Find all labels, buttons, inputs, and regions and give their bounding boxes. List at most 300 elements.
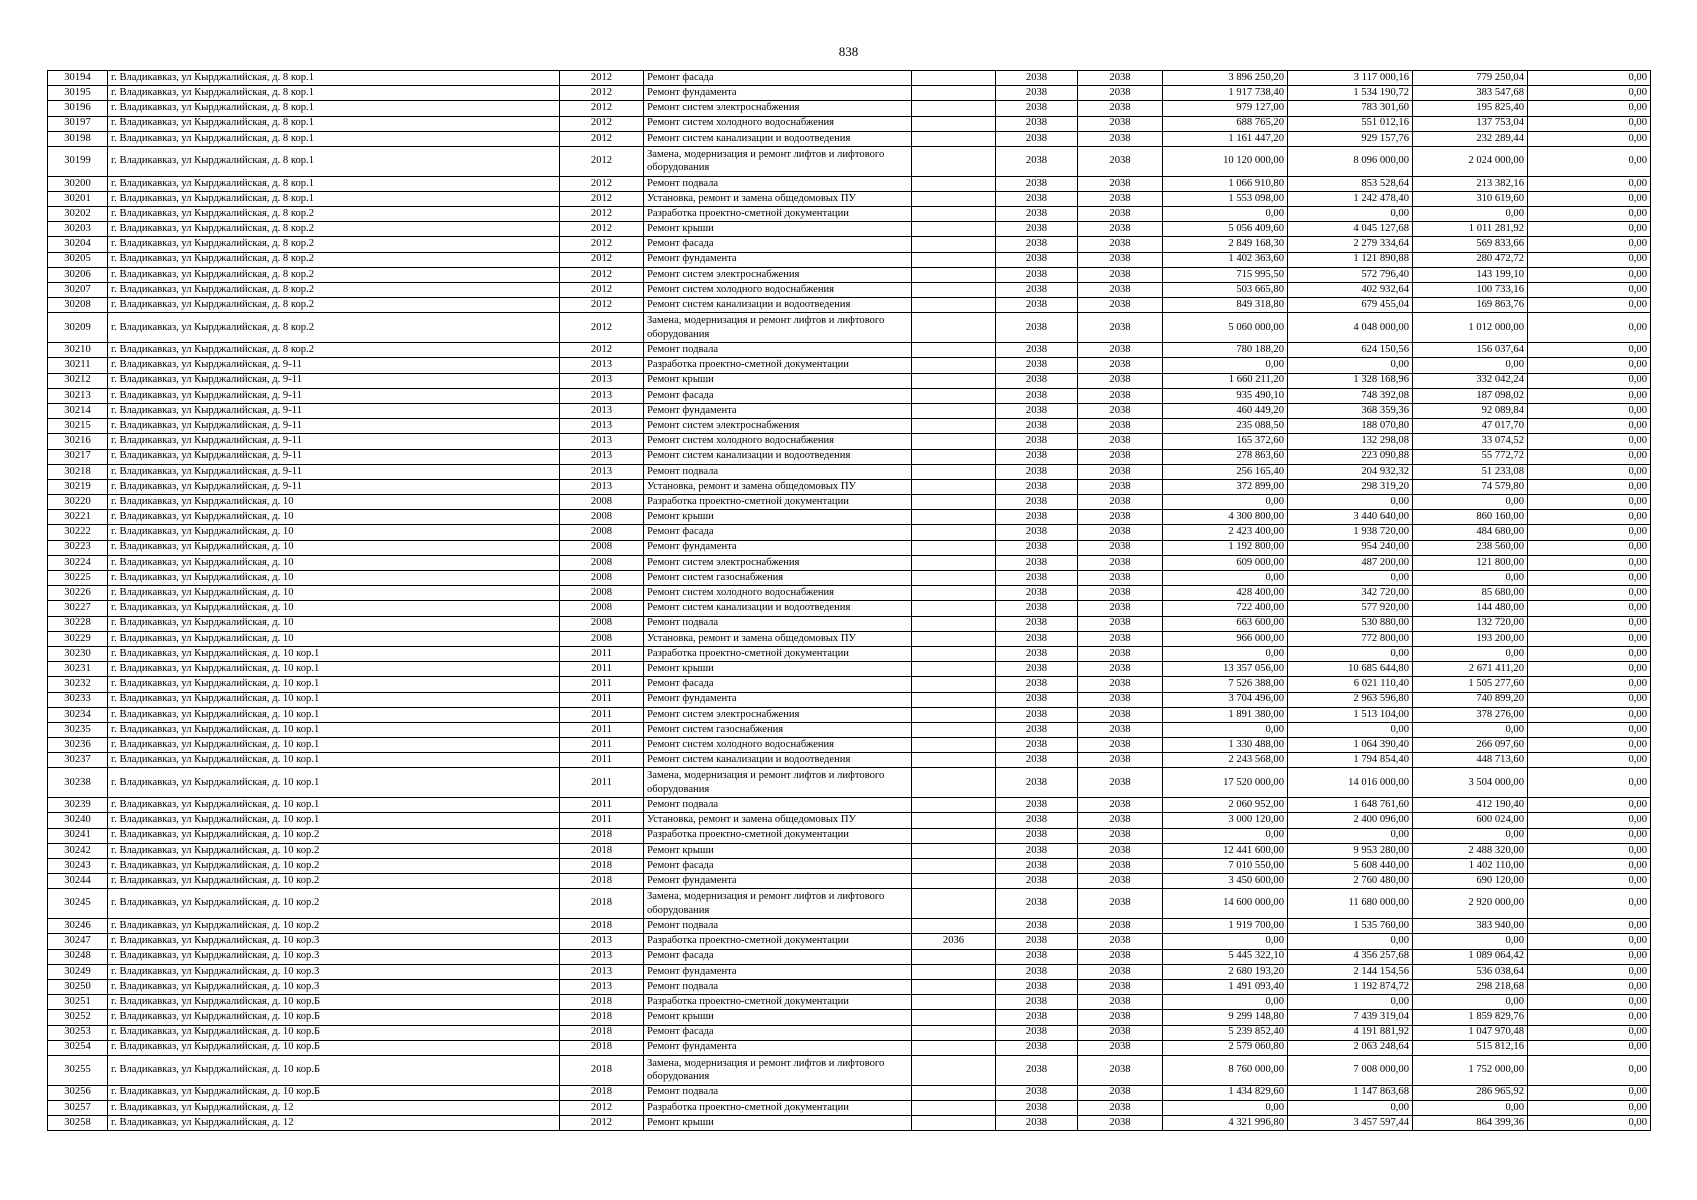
table-row bbox=[48, 1010, 1651, 1025]
total-cost-cell: 0,00 bbox=[1163, 934, 1288, 949]
completion-year-cell: 2038 bbox=[1078, 434, 1163, 449]
record-number-cell: 30218 bbox=[48, 464, 108, 479]
extra-year-cell bbox=[912, 116, 996, 131]
fund-cost-cell: 0,00 bbox=[1288, 934, 1413, 949]
plan-year-cell: 2038 bbox=[996, 995, 1078, 1010]
work-type-cell: Ремонт систем электроснабжения bbox=[644, 707, 912, 722]
other-cost-cell: 0,00 bbox=[1528, 753, 1651, 768]
record-number-cell: 30221 bbox=[48, 510, 108, 525]
table-row bbox=[48, 373, 1651, 388]
plan-year-cell: 2038 bbox=[996, 979, 1078, 994]
table-row bbox=[48, 510, 1651, 525]
total-cost-cell: 13 357 056,00 bbox=[1163, 662, 1288, 677]
built-year-cell: 2013 bbox=[560, 949, 644, 964]
record-number-cell: 30236 bbox=[48, 738, 108, 753]
plan-year-cell: 2038 bbox=[996, 283, 1078, 298]
work-type-cell: Ремонт фундамента bbox=[644, 964, 912, 979]
total-cost-cell: 722 400,00 bbox=[1163, 601, 1288, 616]
address-cell: г. Владикавказ, ул Кырджалийская, д. 10 кор.1 bbox=[108, 707, 560, 722]
record-number-cell: 30226 bbox=[48, 586, 108, 601]
fund-cost-cell: 298 319,20 bbox=[1288, 479, 1413, 494]
fund-cost-cell: 572 796,40 bbox=[1288, 267, 1413, 282]
other-cost-cell: 0,00 bbox=[1528, 358, 1651, 373]
record-number-cell: 30251 bbox=[48, 995, 108, 1010]
extra-year-cell bbox=[912, 662, 996, 677]
fund-cost-cell: 624 150,56 bbox=[1288, 343, 1413, 358]
table-row bbox=[48, 222, 1651, 237]
fund-cost-cell: 1 147 863,68 bbox=[1288, 1085, 1413, 1100]
address-cell: г. Владикавказ, ул Кырджалийская, д. 9-11 bbox=[108, 403, 560, 418]
plan-year-cell: 2038 bbox=[996, 964, 1078, 979]
address-cell: г. Владикавказ, ул Кырджалийская, д. 10 кор.1 bbox=[108, 646, 560, 661]
plan-year-cell: 2038 bbox=[996, 343, 1078, 358]
owner-cost-cell: 1 012 000,00 bbox=[1413, 313, 1528, 343]
owner-cost-cell: 484 680,00 bbox=[1413, 525, 1528, 540]
record-number-cell: 30222 bbox=[48, 525, 108, 540]
table-row bbox=[48, 131, 1651, 146]
other-cost-cell: 0,00 bbox=[1528, 934, 1651, 949]
built-year-cell: 2012 bbox=[560, 283, 644, 298]
completion-year-cell: 2038 bbox=[1078, 176, 1163, 191]
extra-year-cell bbox=[912, 525, 996, 540]
table-body bbox=[48, 71, 1651, 1131]
address-cell: г. Владикавказ, ул Кырджалийская, д. 10 кор.Б bbox=[108, 995, 560, 1010]
table-row bbox=[48, 495, 1651, 510]
table-row bbox=[48, 889, 1651, 919]
work-type-cell: Замена, модернизация и ремонт лифтов и лифтового оборудования bbox=[644, 1055, 912, 1085]
work-type-cell: Установка, ремонт и замена общедомовых ПУ bbox=[644, 631, 912, 646]
fund-cost-cell: 0,00 bbox=[1288, 207, 1413, 222]
owner-cost-cell: 412 190,40 bbox=[1413, 798, 1528, 813]
owner-cost-cell: 0,00 bbox=[1413, 646, 1528, 661]
record-number-cell: 30209 bbox=[48, 313, 108, 343]
extra-year-cell bbox=[912, 419, 996, 434]
table-row bbox=[48, 919, 1651, 934]
work-type-cell: Ремонт фасада bbox=[644, 71, 912, 86]
table-row bbox=[48, 1055, 1651, 1085]
owner-cost-cell: 100 733,16 bbox=[1413, 283, 1528, 298]
address-cell: г. Владикавказ, ул Кырджалийская, д. 8 кор.1 bbox=[108, 86, 560, 101]
fund-cost-cell: 223 090,88 bbox=[1288, 449, 1413, 464]
built-year-cell: 2012 bbox=[560, 222, 644, 237]
other-cost-cell: 0,00 bbox=[1528, 343, 1651, 358]
total-cost-cell: 5 239 852,40 bbox=[1163, 1025, 1288, 1040]
owner-cost-cell: 569 833,66 bbox=[1413, 237, 1528, 252]
address-cell: г. Владикавказ, ул Кырджалийская, д. 9-11 bbox=[108, 464, 560, 479]
plan-year-cell: 2038 bbox=[996, 919, 1078, 934]
completion-year-cell: 2038 bbox=[1078, 1100, 1163, 1115]
table-row bbox=[48, 191, 1651, 206]
built-year-cell: 2012 bbox=[560, 207, 644, 222]
address-cell: г. Владикавказ, ул Кырджалийская, д. 10 кор.3 bbox=[108, 934, 560, 949]
other-cost-cell: 0,00 bbox=[1528, 874, 1651, 889]
address-cell: г. Владикавказ, ул Кырджалийская, д. 10 кор.1 bbox=[108, 738, 560, 753]
built-year-cell: 2013 bbox=[560, 479, 644, 494]
owner-cost-cell: 0,00 bbox=[1413, 207, 1528, 222]
table-row bbox=[48, 1116, 1651, 1131]
table-row bbox=[48, 525, 1651, 540]
extra-year-cell bbox=[912, 434, 996, 449]
other-cost-cell: 0,00 bbox=[1528, 722, 1651, 737]
address-cell: г. Владикавказ, ул Кырджалийская, д. 10 кор.1 bbox=[108, 798, 560, 813]
fund-cost-cell: 3 117 000,16 bbox=[1288, 71, 1413, 86]
fund-cost-cell: 8 096 000,00 bbox=[1288, 146, 1413, 176]
address-cell: г. Владикавказ, ул Кырджалийская, д. 8 кор.1 bbox=[108, 146, 560, 176]
built-year-cell: 2008 bbox=[560, 616, 644, 631]
owner-cost-cell: 0,00 bbox=[1413, 1100, 1528, 1115]
completion-year-cell: 2038 bbox=[1078, 358, 1163, 373]
completion-year-cell: 2038 bbox=[1078, 616, 1163, 631]
plan-year-cell: 2038 bbox=[996, 631, 1078, 646]
plan-year-cell: 2038 bbox=[996, 707, 1078, 722]
built-year-cell: 2018 bbox=[560, 889, 644, 919]
total-cost-cell: 0,00 bbox=[1163, 722, 1288, 737]
total-cost-cell: 17 520 000,00 bbox=[1163, 768, 1288, 798]
built-year-cell: 2012 bbox=[560, 237, 644, 252]
table-row bbox=[48, 843, 1651, 858]
record-number-cell: 30211 bbox=[48, 358, 108, 373]
fund-cost-cell: 342 720,00 bbox=[1288, 586, 1413, 601]
built-year-cell: 2018 bbox=[560, 1010, 644, 1025]
table-row bbox=[48, 419, 1651, 434]
extra-year-cell bbox=[912, 646, 996, 661]
record-number-cell: 30252 bbox=[48, 1010, 108, 1025]
total-cost-cell: 1 891 380,00 bbox=[1163, 707, 1288, 722]
record-number-cell: 30196 bbox=[48, 101, 108, 116]
fund-cost-cell: 1 192 874,72 bbox=[1288, 979, 1413, 994]
built-year-cell: 2013 bbox=[560, 449, 644, 464]
owner-cost-cell: 3 504 000,00 bbox=[1413, 768, 1528, 798]
total-cost-cell: 3 000 120,00 bbox=[1163, 813, 1288, 828]
built-year-cell: 2013 bbox=[560, 434, 644, 449]
fund-cost-cell: 577 920,00 bbox=[1288, 601, 1413, 616]
owner-cost-cell: 33 074,52 bbox=[1413, 434, 1528, 449]
completion-year-cell: 2038 bbox=[1078, 403, 1163, 418]
work-type-cell: Замена, модернизация и ремонт лифтов и лифтового оборудования bbox=[644, 146, 912, 176]
total-cost-cell: 0,00 bbox=[1163, 995, 1288, 1010]
completion-year-cell: 2038 bbox=[1078, 646, 1163, 661]
owner-cost-cell: 144 480,00 bbox=[1413, 601, 1528, 616]
fund-cost-cell: 10 685 644,80 bbox=[1288, 662, 1413, 677]
table-row bbox=[48, 101, 1651, 116]
fund-cost-cell: 7 008 000,00 bbox=[1288, 1055, 1413, 1085]
other-cost-cell: 0,00 bbox=[1528, 298, 1651, 313]
owner-cost-cell: 1 011 281,92 bbox=[1413, 222, 1528, 237]
fund-cost-cell: 679 455,04 bbox=[1288, 298, 1413, 313]
built-year-cell: 2013 bbox=[560, 388, 644, 403]
total-cost-cell: 715 995,50 bbox=[1163, 267, 1288, 282]
record-number-cell: 30205 bbox=[48, 252, 108, 267]
record-number-cell: 30212 bbox=[48, 373, 108, 388]
work-type-cell: Разработка проектно-сметной документации bbox=[644, 207, 912, 222]
work-type-cell: Ремонт систем канализации и водоотведения bbox=[644, 601, 912, 616]
other-cost-cell: 0,00 bbox=[1528, 859, 1651, 874]
completion-year-cell: 2038 bbox=[1078, 510, 1163, 525]
work-type-cell: Разработка проектно-сметной документации bbox=[644, 1100, 912, 1115]
owner-cost-cell: 266 097,60 bbox=[1413, 738, 1528, 753]
owner-cost-cell: 690 120,00 bbox=[1413, 874, 1528, 889]
address-cell: г. Владикавказ, ул Кырджалийская, д. 10 bbox=[108, 631, 560, 646]
total-cost-cell: 503 665,80 bbox=[1163, 283, 1288, 298]
extra-year-cell bbox=[912, 979, 996, 994]
built-year-cell: 2011 bbox=[560, 692, 644, 707]
fund-cost-cell: 2 963 596,80 bbox=[1288, 692, 1413, 707]
address-cell: г. Владикавказ, ул Кырджалийская, д. 10 bbox=[108, 510, 560, 525]
owner-cost-cell: 156 037,64 bbox=[1413, 343, 1528, 358]
built-year-cell: 2011 bbox=[560, 813, 644, 828]
built-year-cell: 2011 bbox=[560, 768, 644, 798]
fund-cost-cell: 188 070,80 bbox=[1288, 419, 1413, 434]
work-type-cell: Ремонт систем газоснабжения bbox=[644, 722, 912, 737]
table-row bbox=[48, 798, 1651, 813]
owner-cost-cell: 2 488 320,00 bbox=[1413, 843, 1528, 858]
fund-cost-cell: 2 279 334,64 bbox=[1288, 237, 1413, 252]
built-year-cell: 2012 bbox=[560, 146, 644, 176]
fund-cost-cell: 0,00 bbox=[1288, 646, 1413, 661]
other-cost-cell: 0,00 bbox=[1528, 313, 1651, 343]
table-row bbox=[48, 146, 1651, 176]
built-year-cell: 2011 bbox=[560, 646, 644, 661]
work-type-cell: Ремонт систем канализации и водоотведения bbox=[644, 131, 912, 146]
plan-year-cell: 2038 bbox=[996, 116, 1078, 131]
built-year-cell: 2012 bbox=[560, 343, 644, 358]
other-cost-cell: 0,00 bbox=[1528, 1085, 1651, 1100]
other-cost-cell: 0,00 bbox=[1528, 388, 1651, 403]
completion-year-cell: 2038 bbox=[1078, 298, 1163, 313]
fund-cost-cell: 2 144 154,56 bbox=[1288, 964, 1413, 979]
work-type-cell: Ремонт фундамента bbox=[644, 874, 912, 889]
extra-year-cell bbox=[912, 722, 996, 737]
record-number-cell: 30249 bbox=[48, 964, 108, 979]
record-number-cell: 30214 bbox=[48, 403, 108, 418]
other-cost-cell: 0,00 bbox=[1528, 843, 1651, 858]
completion-year-cell: 2038 bbox=[1078, 343, 1163, 358]
record-number-cell: 30230 bbox=[48, 646, 108, 661]
work-type-cell: Ремонт подвала bbox=[644, 1085, 912, 1100]
work-type-cell: Ремонт фундамента bbox=[644, 252, 912, 267]
owner-cost-cell: 121 800,00 bbox=[1413, 555, 1528, 570]
record-number-cell: 30242 bbox=[48, 843, 108, 858]
extra-year-cell bbox=[912, 798, 996, 813]
plan-year-cell: 2038 bbox=[996, 86, 1078, 101]
fund-cost-cell: 954 240,00 bbox=[1288, 540, 1413, 555]
built-year-cell: 2008 bbox=[560, 601, 644, 616]
extra-year-cell bbox=[912, 1085, 996, 1100]
fund-cost-cell: 530 880,00 bbox=[1288, 616, 1413, 631]
other-cost-cell: 0,00 bbox=[1528, 586, 1651, 601]
plan-year-cell: 2038 bbox=[996, 889, 1078, 919]
address-cell: г. Владикавказ, ул Кырджалийская, д. 10 bbox=[108, 495, 560, 510]
work-type-cell: Замена, модернизация и ремонт лифтов и лифтового оборудования bbox=[644, 889, 912, 919]
fund-cost-cell: 1 121 890,88 bbox=[1288, 252, 1413, 267]
extra-year-cell bbox=[912, 677, 996, 692]
work-type-cell: Установка, ремонт и замена общедомовых ПУ bbox=[644, 191, 912, 206]
plan-year-cell: 2038 bbox=[996, 843, 1078, 858]
total-cost-cell: 849 318,80 bbox=[1163, 298, 1288, 313]
other-cost-cell: 0,00 bbox=[1528, 252, 1651, 267]
owner-cost-cell: 448 713,60 bbox=[1413, 753, 1528, 768]
fund-cost-cell: 4 045 127,68 bbox=[1288, 222, 1413, 237]
record-number-cell: 30240 bbox=[48, 813, 108, 828]
plan-year-cell: 2038 bbox=[996, 692, 1078, 707]
owner-cost-cell: 600 024,00 bbox=[1413, 813, 1528, 828]
address-cell: г. Владикавказ, ул Кырджалийская, д. 8 кор.2 bbox=[108, 207, 560, 222]
owner-cost-cell: 0,00 bbox=[1413, 495, 1528, 510]
work-type-cell: Разработка проектно-сметной документации bbox=[644, 495, 912, 510]
fund-cost-cell: 3 457 597,44 bbox=[1288, 1116, 1413, 1131]
work-type-cell: Ремонт крыши bbox=[644, 1010, 912, 1025]
total-cost-cell: 9 299 148,80 bbox=[1163, 1010, 1288, 1025]
other-cost-cell: 0,00 bbox=[1528, 464, 1651, 479]
total-cost-cell: 235 088,50 bbox=[1163, 419, 1288, 434]
other-cost-cell: 0,00 bbox=[1528, 510, 1651, 525]
table-row bbox=[48, 631, 1651, 646]
built-year-cell: 2011 bbox=[560, 798, 644, 813]
plan-year-cell: 2038 bbox=[996, 1055, 1078, 1085]
work-type-cell: Ремонт систем холодного водоснабжения bbox=[644, 434, 912, 449]
table-row bbox=[48, 601, 1651, 616]
completion-year-cell: 2038 bbox=[1078, 813, 1163, 828]
address-cell: г. Владикавказ, ул Кырджалийская, д. 10 кор.Б bbox=[108, 1055, 560, 1085]
plan-year-cell: 2038 bbox=[996, 949, 1078, 964]
work-type-cell: Ремонт подвала bbox=[644, 798, 912, 813]
address-cell: г. Владикавказ, ул Кырджалийская, д. 10 bbox=[108, 571, 560, 586]
other-cost-cell: 0,00 bbox=[1528, 146, 1651, 176]
table-row bbox=[48, 313, 1651, 343]
plan-year-cell: 2038 bbox=[996, 601, 1078, 616]
plan-year-cell: 2038 bbox=[996, 358, 1078, 373]
record-number-cell: 30253 bbox=[48, 1025, 108, 1040]
fund-cost-cell: 0,00 bbox=[1288, 828, 1413, 843]
plan-year-cell: 2038 bbox=[996, 646, 1078, 661]
owner-cost-cell: 195 825,40 bbox=[1413, 101, 1528, 116]
plan-year-cell: 2038 bbox=[996, 298, 1078, 313]
address-cell: г. Владикавказ, ул Кырджалийская, д. 10 bbox=[108, 525, 560, 540]
extra-year-cell bbox=[912, 131, 996, 146]
completion-year-cell: 2038 bbox=[1078, 479, 1163, 494]
total-cost-cell: 688 765,20 bbox=[1163, 116, 1288, 131]
address-cell: г. Владикавказ, ул Кырджалийская, д. 8 кор.2 bbox=[108, 313, 560, 343]
address-cell: г. Владикавказ, ул Кырджалийская, д. 10 bbox=[108, 540, 560, 555]
built-year-cell: 2013 bbox=[560, 419, 644, 434]
total-cost-cell: 278 863,60 bbox=[1163, 449, 1288, 464]
total-cost-cell: 2 243 568,00 bbox=[1163, 753, 1288, 768]
extra-year-cell bbox=[912, 373, 996, 388]
record-number-cell: 30198 bbox=[48, 131, 108, 146]
address-cell: г. Владикавказ, ул Кырджалийская, д. 9-11 bbox=[108, 358, 560, 373]
owner-cost-cell: 187 098,02 bbox=[1413, 388, 1528, 403]
work-type-cell: Ремонт фасада bbox=[644, 1025, 912, 1040]
extra-year-cell bbox=[912, 222, 996, 237]
completion-year-cell: 2038 bbox=[1078, 540, 1163, 555]
built-year-cell: 2012 bbox=[560, 116, 644, 131]
fund-cost-cell: 2 760 480,00 bbox=[1288, 874, 1413, 889]
record-number-cell: 30232 bbox=[48, 677, 108, 692]
other-cost-cell: 0,00 bbox=[1528, 646, 1651, 661]
other-cost-cell: 0,00 bbox=[1528, 828, 1651, 843]
fund-cost-cell: 14 016 000,00 bbox=[1288, 768, 1413, 798]
record-number-cell: 30200 bbox=[48, 176, 108, 191]
work-type-cell: Ремонт фасада bbox=[644, 859, 912, 874]
owner-cost-cell: 51 233,08 bbox=[1413, 464, 1528, 479]
record-number-cell: 30247 bbox=[48, 934, 108, 949]
built-year-cell: 2008 bbox=[560, 555, 644, 570]
work-type-cell: Ремонт подвала bbox=[644, 616, 912, 631]
record-number-cell: 30246 bbox=[48, 919, 108, 934]
built-year-cell: 2018 bbox=[560, 874, 644, 889]
extra-year-cell bbox=[912, 101, 996, 116]
extra-year-cell bbox=[912, 1040, 996, 1055]
completion-year-cell: 2038 bbox=[1078, 1085, 1163, 1100]
owner-cost-cell: 2 920 000,00 bbox=[1413, 889, 1528, 919]
plan-year-cell: 2038 bbox=[996, 495, 1078, 510]
work-type-cell: Ремонт систем газоснабжения bbox=[644, 571, 912, 586]
fund-cost-cell: 0,00 bbox=[1288, 358, 1413, 373]
owner-cost-cell: 213 382,16 bbox=[1413, 176, 1528, 191]
address-cell: г. Владикавказ, ул Кырджалийская, д. 10 кор.1 bbox=[108, 753, 560, 768]
extra-year-cell: 2036 bbox=[912, 934, 996, 949]
table-row bbox=[48, 1085, 1651, 1100]
plan-year-cell: 2038 bbox=[996, 828, 1078, 843]
extra-year-cell bbox=[912, 828, 996, 843]
address-cell: г. Владикавказ, ул Кырджалийская, д. 10 кор.2 bbox=[108, 874, 560, 889]
record-number-cell: 30219 bbox=[48, 479, 108, 494]
extra-year-cell bbox=[912, 616, 996, 631]
total-cost-cell: 780 188,20 bbox=[1163, 343, 1288, 358]
work-type-cell: Ремонт фундамента bbox=[644, 86, 912, 101]
plan-year-cell: 2038 bbox=[996, 677, 1078, 692]
table-row bbox=[48, 828, 1651, 843]
extra-year-cell bbox=[912, 753, 996, 768]
fund-cost-cell: 368 359,36 bbox=[1288, 403, 1413, 418]
work-type-cell: Разработка проектно-сметной документации bbox=[644, 646, 912, 661]
work-type-cell: Ремонт систем электроснабжения bbox=[644, 555, 912, 570]
record-number-cell: 30229 bbox=[48, 631, 108, 646]
other-cost-cell: 0,00 bbox=[1528, 1055, 1651, 1085]
plan-year-cell: 2038 bbox=[996, 1100, 1078, 1115]
table-row bbox=[48, 768, 1651, 798]
fund-cost-cell: 402 932,64 bbox=[1288, 283, 1413, 298]
table-row bbox=[48, 707, 1651, 722]
owner-cost-cell: 383 547,68 bbox=[1413, 86, 1528, 101]
work-type-cell: Ремонт крыши bbox=[644, 843, 912, 858]
other-cost-cell: 0,00 bbox=[1528, 949, 1651, 964]
completion-year-cell: 2038 bbox=[1078, 889, 1163, 919]
total-cost-cell: 372 899,00 bbox=[1163, 479, 1288, 494]
completion-year-cell: 2038 bbox=[1078, 419, 1163, 434]
address-cell: г. Владикавказ, ул Кырджалийская, д. 10 кор.3 bbox=[108, 964, 560, 979]
other-cost-cell: 0,00 bbox=[1528, 995, 1651, 1010]
extra-year-cell bbox=[912, 571, 996, 586]
extra-year-cell bbox=[912, 464, 996, 479]
plan-year-cell: 2038 bbox=[996, 616, 1078, 631]
owner-cost-cell: 280 472,72 bbox=[1413, 252, 1528, 267]
work-type-cell: Ремонт крыши bbox=[644, 1116, 912, 1131]
built-year-cell: 2008 bbox=[560, 525, 644, 540]
plan-year-cell: 2038 bbox=[996, 934, 1078, 949]
built-year-cell: 2011 bbox=[560, 707, 644, 722]
owner-cost-cell: 383 940,00 bbox=[1413, 919, 1528, 934]
extra-year-cell bbox=[912, 495, 996, 510]
address-cell: г. Владикавказ, ул Кырджалийская, д. 10 bbox=[108, 601, 560, 616]
extra-year-cell bbox=[912, 388, 996, 403]
owner-cost-cell: 232 289,44 bbox=[1413, 131, 1528, 146]
other-cost-cell: 0,00 bbox=[1528, 237, 1651, 252]
extra-year-cell bbox=[912, 707, 996, 722]
total-cost-cell: 1 491 093,40 bbox=[1163, 979, 1288, 994]
address-cell: г. Владикавказ, ул Кырджалийская, д. 10 кор.2 bbox=[108, 919, 560, 934]
table-row bbox=[48, 586, 1651, 601]
